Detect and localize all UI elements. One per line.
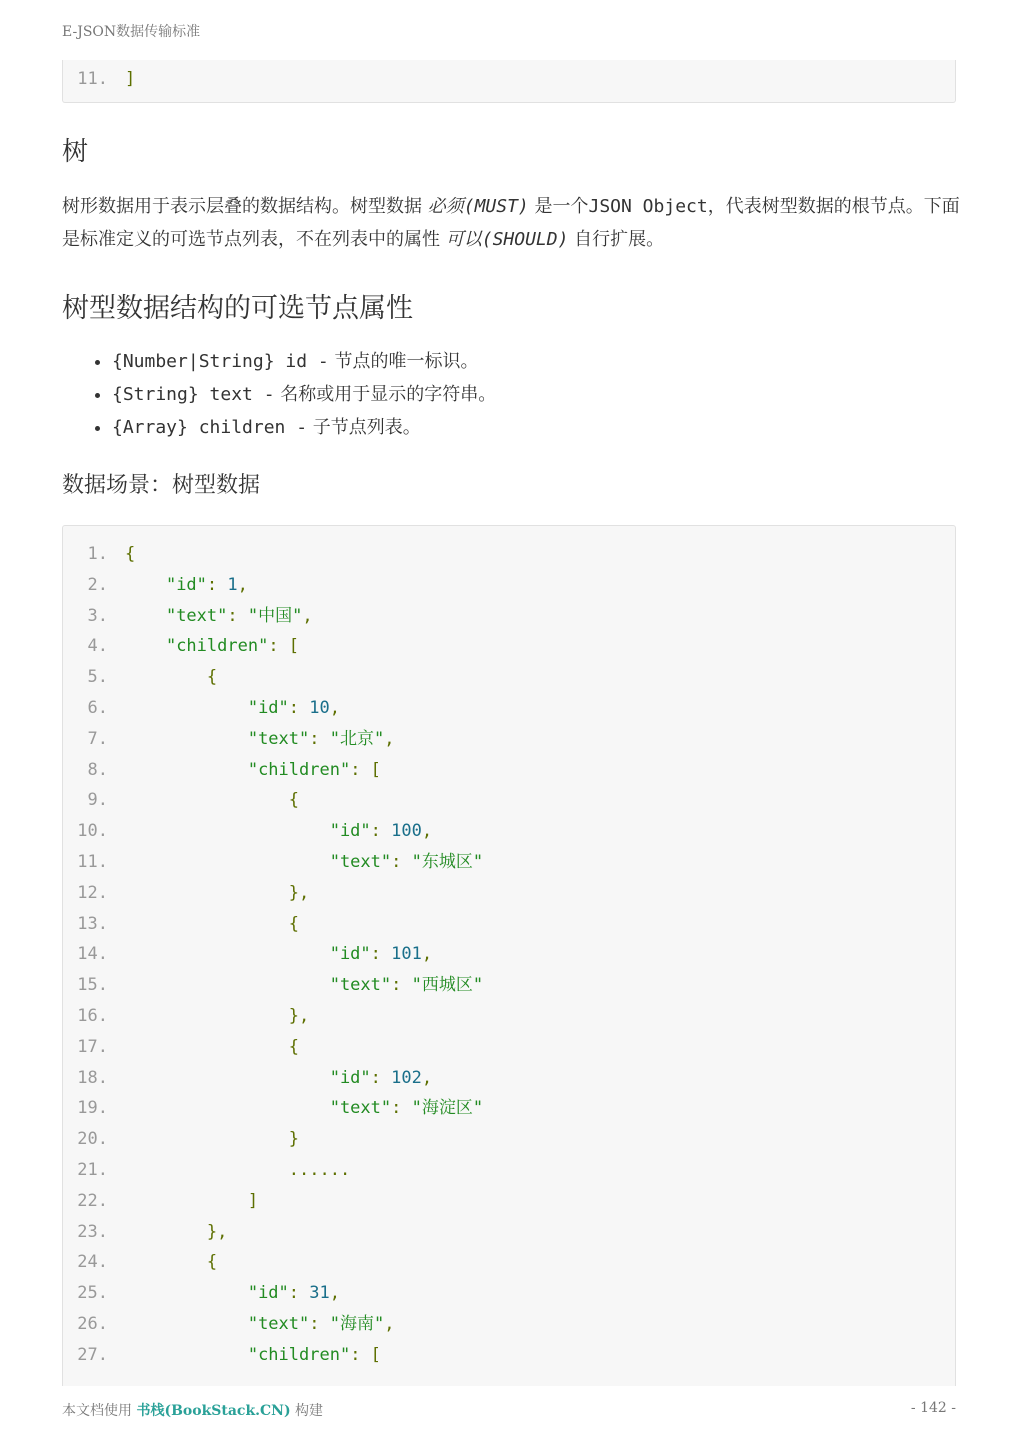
code-line bbox=[63, 1063, 483, 1094]
prop-code: {Number|String} id - bbox=[112, 351, 329, 372]
code-token: "text" bbox=[329, 851, 392, 872]
code-token: : bbox=[391, 975, 412, 996]
code-token: "children" bbox=[247, 1344, 351, 1365]
code-token: , bbox=[421, 944, 433, 965]
code-token: : bbox=[288, 1283, 310, 1304]
code-text bbox=[108, 575, 248, 595]
line-number: 8. bbox=[87, 759, 108, 780]
code-token: }, bbox=[206, 1221, 228, 1242]
line-number: 10. bbox=[77, 821, 108, 842]
code-line bbox=[63, 755, 483, 786]
code-token: 102 bbox=[391, 1067, 422, 1088]
intro-should: 可以(SHOULD) bbox=[445, 229, 569, 250]
code-token: ] bbox=[247, 1190, 259, 1211]
code-line bbox=[63, 1124, 483, 1155]
code-text bbox=[108, 1191, 258, 1211]
line-number: 22. bbox=[77, 1190, 108, 1211]
code-block bbox=[62, 525, 956, 1386]
code-token: "text" bbox=[329, 975, 392, 996]
code-text bbox=[108, 944, 432, 964]
code-token: , bbox=[384, 1313, 395, 1334]
code-line bbox=[63, 570, 483, 601]
code-token: "text" bbox=[329, 1098, 392, 1119]
code-line bbox=[63, 693, 483, 724]
list-item bbox=[112, 345, 496, 378]
line-number: 9. bbox=[87, 790, 108, 811]
code-token: "id" bbox=[247, 1283, 289, 1304]
intro-text-3: ，代表树型数据的根节点。下面是标准定义的可选节点列表，不在列表中的属性 bbox=[62, 196, 960, 250]
code-token: { bbox=[206, 667, 218, 688]
code-line bbox=[63, 816, 483, 847]
code-token: : [ bbox=[350, 759, 381, 780]
footer-suffix: 构建 bbox=[290, 1403, 324, 1419]
line-number: 23. bbox=[77, 1221, 108, 1242]
code-text bbox=[108, 821, 432, 841]
line-number: 11. bbox=[77, 851, 108, 872]
code-token: "text" bbox=[247, 1313, 310, 1334]
code-line bbox=[63, 1001, 483, 1032]
code-token: : bbox=[370, 944, 392, 965]
code-line bbox=[63, 847, 483, 878]
code-token: }, bbox=[288, 882, 310, 903]
code-text bbox=[108, 975, 483, 995]
line-number: 19. bbox=[77, 1098, 108, 1119]
code-token: "id" bbox=[165, 574, 207, 595]
code-token: "children" bbox=[165, 636, 269, 657]
code-token: : bbox=[309, 728, 330, 749]
line-number: 27. bbox=[77, 1344, 108, 1365]
code-token: "text" bbox=[247, 728, 310, 749]
line-number: 15. bbox=[77, 975, 108, 996]
scene-title: 数据场景：树型数据 bbox=[62, 473, 261, 498]
code-token: "海南" bbox=[329, 1313, 385, 1334]
line-number: 4. bbox=[87, 636, 108, 657]
code-token: , bbox=[237, 574, 248, 595]
code-text bbox=[108, 606, 313, 626]
line-number: 18. bbox=[77, 1067, 108, 1088]
code-token: 31 bbox=[309, 1283, 330, 1304]
line-number: 17. bbox=[77, 1036, 108, 1057]
code-token: , bbox=[421, 1067, 433, 1088]
code-token: : [ bbox=[350, 1344, 381, 1365]
code-token: 101 bbox=[391, 944, 422, 965]
code-text bbox=[108, 1252, 217, 1272]
code-line bbox=[63, 878, 483, 909]
line-number: 1. bbox=[87, 544, 108, 564]
code-token: "中国" bbox=[247, 605, 303, 626]
code-token: , bbox=[384, 728, 395, 749]
code-token: ...... bbox=[288, 1159, 351, 1180]
code-token: , bbox=[302, 605, 313, 626]
code-line bbox=[63, 939, 483, 970]
line-number: 25. bbox=[77, 1283, 108, 1304]
code-token: 100 bbox=[391, 821, 422, 842]
section-title-tree: 树 bbox=[62, 137, 89, 167]
code-line bbox=[63, 909, 483, 940]
code-token: } bbox=[288, 1129, 300, 1150]
code-token: "id" bbox=[329, 1067, 371, 1088]
line-number: 7. bbox=[87, 728, 108, 749]
page-footer bbox=[62, 1400, 323, 1420]
line-number: 16. bbox=[77, 1005, 108, 1026]
code-line bbox=[63, 785, 483, 816]
line-number: 14. bbox=[77, 944, 108, 965]
intro-text-2: 是一个 bbox=[528, 196, 589, 217]
code-token: { bbox=[288, 1036, 300, 1057]
code-line bbox=[63, 601, 483, 632]
code-text bbox=[108, 1037, 299, 1057]
code-token: : bbox=[227, 605, 248, 626]
code-line bbox=[63, 1309, 483, 1340]
page-number: - 142 - bbox=[910, 1400, 956, 1416]
code-line bbox=[63, 1247, 483, 1278]
prop-code: {Array} children - bbox=[112, 417, 308, 438]
footer-brand-link[interactable]: 书栈(BookStack.CN) bbox=[136, 1403, 291, 1419]
code-token: "id" bbox=[329, 821, 371, 842]
code-token: "id" bbox=[329, 944, 371, 965]
line-number: 20. bbox=[77, 1129, 108, 1150]
code-lines bbox=[63, 539, 483, 1371]
code-text bbox=[108, 1068, 432, 1088]
code-token: }, bbox=[288, 1005, 310, 1026]
line-number: 5. bbox=[87, 667, 108, 688]
code-token: "text" bbox=[165, 605, 228, 626]
code-token: : bbox=[391, 1098, 412, 1119]
code-token: { bbox=[206, 1252, 218, 1273]
line-number: 21. bbox=[77, 1159, 108, 1180]
code-token: { bbox=[288, 913, 300, 934]
code-line bbox=[63, 1032, 483, 1063]
code-token: { bbox=[125, 544, 136, 564]
code-token: "id" bbox=[247, 697, 289, 718]
line-number: 24. bbox=[77, 1252, 108, 1273]
code-text bbox=[108, 1160, 350, 1180]
code-token: : [ bbox=[268, 636, 300, 657]
code-text bbox=[108, 1283, 340, 1303]
list-item bbox=[112, 378, 496, 411]
code-token: : bbox=[370, 821, 392, 842]
code-line bbox=[63, 1278, 483, 1309]
prop-desc: 名称或用于显示的字符串。 bbox=[274, 384, 497, 405]
list-item bbox=[112, 411, 496, 444]
code-text bbox=[108, 1006, 309, 1026]
code-line bbox=[63, 1340, 483, 1371]
code-line bbox=[63, 724, 483, 755]
code-token: , bbox=[329, 697, 340, 718]
code-token: : bbox=[206, 574, 228, 595]
tree-intro-paragraph bbox=[62, 190, 962, 256]
code-text bbox=[108, 1345, 381, 1365]
code-line bbox=[63, 1093, 483, 1124]
code-token: 10 bbox=[309, 697, 330, 718]
code-line bbox=[63, 65, 135, 93]
code-text bbox=[108, 1098, 483, 1118]
code-text bbox=[108, 914, 299, 934]
code-token: "北京" bbox=[329, 728, 385, 749]
prop-desc: 节点的唯一标识。 bbox=[328, 351, 479, 372]
line-number: 13. bbox=[77, 913, 108, 934]
code-token: { bbox=[288, 790, 300, 811]
code-text bbox=[108, 698, 340, 718]
line-number: 3. bbox=[87, 605, 108, 626]
code-token: : bbox=[309, 1313, 330, 1334]
code-token: "海淀区" bbox=[411, 1098, 484, 1119]
code-text bbox=[108, 1314, 394, 1334]
prop-desc: 子节点列表。 bbox=[307, 417, 421, 438]
code-line bbox=[63, 662, 483, 693]
section-title-props: 树型数据结构的可选节点属性 bbox=[62, 293, 413, 324]
page-header: E-JSON数据传输标准 bbox=[62, 24, 201, 40]
code-line bbox=[63, 1186, 483, 1217]
intro-json-object: JSON Object bbox=[588, 196, 708, 217]
code-text bbox=[108, 1129, 299, 1149]
code-token: : bbox=[288, 697, 310, 718]
code-token: 1 bbox=[227, 574, 238, 595]
code-line bbox=[63, 1155, 483, 1186]
footer-prefix: 本文档使用 bbox=[62, 1403, 137, 1419]
code-line bbox=[63, 631, 483, 662]
code-text bbox=[108, 883, 309, 903]
intro-text-4: 自行扩展。 bbox=[568, 229, 665, 250]
code-text bbox=[108, 790, 299, 810]
code-token: "西城区" bbox=[411, 975, 484, 996]
code-text bbox=[108, 544, 135, 564]
code-line bbox=[63, 970, 483, 1001]
code-line bbox=[63, 1217, 483, 1248]
code-block-fragment bbox=[62, 60, 956, 103]
line-number: 26. bbox=[77, 1313, 108, 1334]
code-text bbox=[108, 729, 394, 749]
code-token: "children" bbox=[247, 759, 351, 780]
intro-must: 必须(MUST) bbox=[427, 196, 529, 217]
line-number: 6. bbox=[87, 697, 108, 718]
code-token: , bbox=[329, 1283, 340, 1304]
line-number: 2. bbox=[87, 574, 108, 595]
code-text bbox=[108, 636, 299, 656]
code-text bbox=[108, 852, 483, 872]
code-token: : bbox=[391, 851, 412, 872]
code-text bbox=[108, 667, 217, 687]
line-number: 12. bbox=[77, 882, 108, 903]
prop-code: {String} text - bbox=[112, 384, 275, 405]
code-line bbox=[63, 539, 483, 570]
code-text bbox=[108, 1222, 227, 1242]
intro-text-1: 树形数据用于表示层叠的数据结构。树型数据 bbox=[62, 196, 428, 217]
props-list bbox=[62, 345, 496, 444]
line-number: 11. bbox=[77, 69, 108, 89]
code-token: : bbox=[370, 1067, 392, 1088]
code-token: , bbox=[421, 821, 433, 842]
code-token: "东城区" bbox=[411, 851, 484, 872]
code-text bbox=[108, 760, 381, 780]
code-text: ] bbox=[125, 69, 136, 89]
